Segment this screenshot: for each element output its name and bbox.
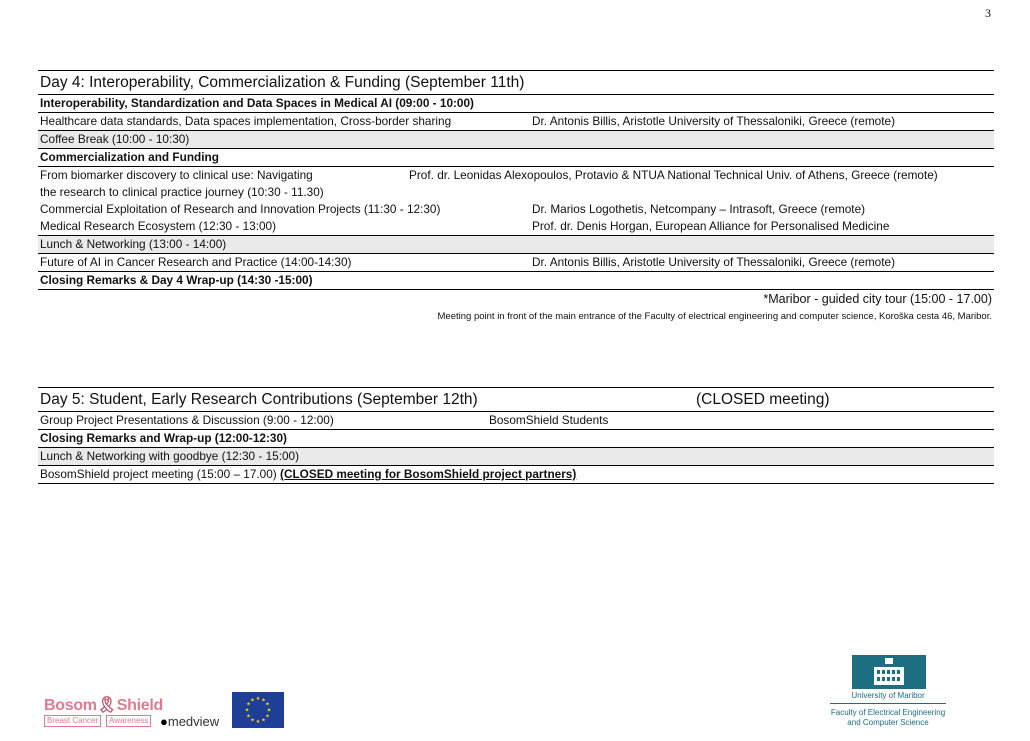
day4-row-coffee — [38, 131, 994, 149]
closed-meeting-tag: (CLOSED meeting) — [696, 391, 830, 408]
svg-text:★: ★ — [244, 707, 250, 714]
svg-text:★: ★ — [250, 697, 255, 704]
meeting-point-note: Meeting point in front of the main entrance of the Faculty of electrical engineering and computer science, Koroška cesta 46, Maribor. — [437, 311, 992, 322]
city-tour-note: *Maribor - guided city tour (15:00 - 17.00) — [763, 292, 992, 306]
break-label: Lunch & Networking (13:00 - 14:00) — [40, 237, 227, 251]
session-title: Future of AI in Cancer Research and Practice (14:00-14:30) — [40, 255, 352, 269]
eu-flag-icon — [232, 692, 284, 728]
break-label: Coffee Break (10:00 - 10:30) — [40, 132, 190, 146]
day4-row-commercialization — [38, 149, 994, 167]
session-title-cont: the research to clinical practice journey (10:30 - 11.30) — [40, 185, 324, 199]
day4-row-interoperability — [38, 95, 994, 113]
svg-text:★: ★ — [266, 707, 272, 714]
session-title: Commercialization and Funding — [40, 150, 219, 164]
session-title: Closing Remarks and Wrap-up (12:00-12:30) — [40, 431, 287, 445]
project-meeting-label: BosomShield project meeting (15:00 – 17.00) — [40, 467, 281, 481]
day5-row-closing — [38, 430, 994, 448]
day4-row-biomarker — [38, 167, 994, 201]
day4-title: Day 4: Interoperability, Commercialization & Funding (September 11th) — [38, 70, 994, 95]
university-name: University of Maribor — [851, 691, 925, 700]
day5-title — [38, 387, 994, 412]
session-title — [40, 466, 576, 483]
session-title: Closing Remarks & Day 4 Wrap-up (14:30 -15:00) — [40, 273, 313, 287]
day5-row-lunch — [38, 448, 994, 466]
day4-row-lunch — [38, 236, 994, 254]
bosom-sub-awareness: Awareness — [106, 715, 151, 727]
day5-row-project-meeting — [38, 466, 994, 484]
session-title: Group Project Presentations & Discussion (9:00 - 12:00) — [40, 413, 334, 427]
svg-text:★: ★ — [246, 701, 251, 708]
svg-text:★: ★ — [255, 719, 261, 725]
logo-divider — [830, 703, 946, 704]
day4-row-future-ai — [38, 254, 994, 272]
svg-text:★: ★ — [265, 713, 270, 720]
medview-logo — [160, 714, 219, 729]
speaker: Dr. Antonis Billis, Aristotle University of Thessaloniki, Greece (remote) — [532, 255, 895, 269]
speaker: Dr. Marios Logothetis, Netcompany – Intrasoft, Greece (remote) — [532, 202, 866, 216]
medview-dot-icon: ● — [160, 714, 168, 729]
svg-text:★: ★ — [265, 701, 270, 708]
faculty-name-line1: Faculty of Electrical Engineering — [830, 708, 946, 717]
bosomshield-wordmark: Bosom🎗Shield — [44, 697, 163, 714]
day4-row-closing — [38, 272, 994, 290]
session-title: Commercial Exploitation of Research and Innovation Projects (11:30 - 12:30) — [40, 202, 441, 216]
speaker: Prof. dr. Leonidas Alexopoulos, Protavio & NTUA National Technical Univ. of Athens, Greece (remote) — [409, 168, 938, 182]
svg-text:★: ★ — [250, 717, 255, 724]
svg-text:★: ★ — [261, 717, 266, 724]
session-title: Interoperability, Standardization and Data Spaces in Medical AI (09:00 - 10:00) — [40, 96, 474, 110]
closed-partners-note: (CLOSED meeting for BosomShield project partners) — [280, 467, 577, 481]
session-title: Healthcare data standards, Data spaces implementation, Cross-border sharing — [40, 114, 452, 128]
day5-row-presentations — [38, 412, 994, 430]
svg-text:★: ★ — [261, 697, 266, 704]
page-number: 3 — [985, 6, 991, 20]
day4-row-exploitation — [38, 201, 994, 218]
speaker: BosomShield Students — [489, 413, 609, 427]
day5-title-text: Day 5: Student, Early Research Contributions (September 12th) — [40, 391, 478, 408]
svg-text:★: ★ — [246, 713, 251, 720]
medview-wordmark: medview — [167, 714, 220, 729]
faculty-name-line2: and Computer Science — [847, 718, 929, 727]
speaker: Prof. dr. Denis Horgan, European Alliance for Personalised Medicine — [532, 219, 890, 233]
university-of-maribor-logo — [822, 655, 954, 731]
day4-row-ecosystem — [38, 218, 994, 236]
day5-section — [38, 387, 994, 484]
university-building-icon — [852, 655, 926, 689]
bosomshield-logo — [44, 695, 163, 731]
session-title: From biomarker discovery to clinical use: Navigating — [40, 168, 313, 182]
eu-stars-icon — [232, 692, 284, 728]
day4-row-standards — [38, 113, 994, 131]
session-title: Medical Research Ecosystem (12:30 - 13:00) — [40, 219, 277, 233]
speaker: Dr. Antonis Billis, Aristotle University of Thessaloniki, Greece (remote) — [532, 114, 895, 128]
svg-text:★: ★ — [255, 696, 261, 702]
day4-section — [38, 70, 994, 290]
bosom-sub-breast-cancer: Breast Cancer — [44, 715, 101, 727]
break-label: Lunch & Networking with goodbye (12:30 - 15:00) — [40, 449, 300, 463]
